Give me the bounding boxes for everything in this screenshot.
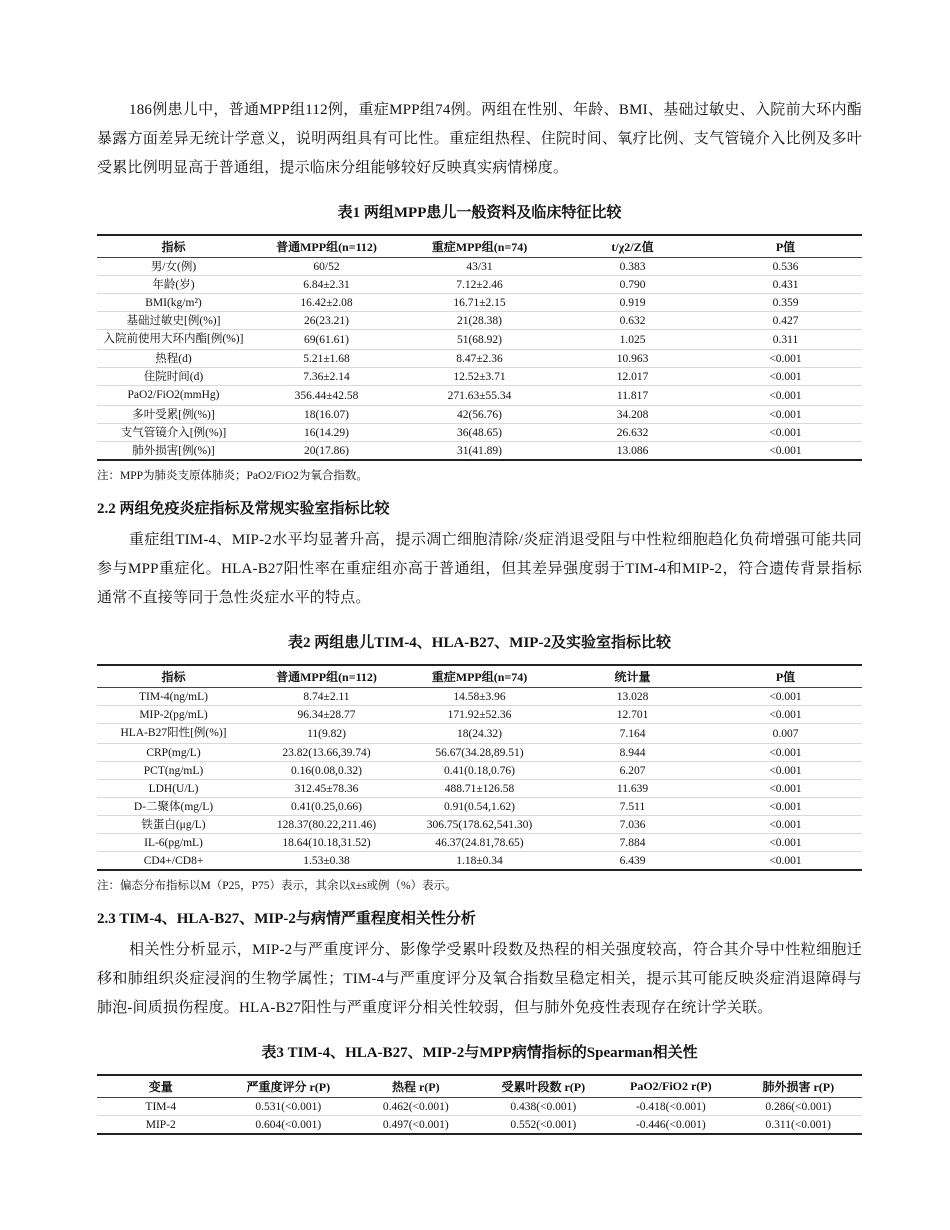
table3-header-cell: 变量 [97, 1075, 225, 1098]
table-cell: 16.42±2.08 [250, 294, 403, 312]
table-cell: 0.286(<0.001) [735, 1098, 862, 1116]
row-label-cell: MIP-2(pg/mL) [97, 706, 250, 724]
table3-header-cell: 受累叶段数 r(P) [480, 1075, 608, 1098]
table-cell: 0.552(<0.001) [510, 1118, 577, 1131]
table2-header-row [97, 665, 862, 688]
table2-caption: 表2 两组患儿TIM-4、HLA-B27、MIP-2及实验室指标比较 [288, 635, 671, 651]
table2-header-cell: 普通MPP组(n=112) [250, 665, 403, 688]
intro-paragraph: 186例患儿中，普通MPP组112例，重症MPP组74例。两组在性别、年龄、BMI、基础过敏史、入院前大环内酯暴露方面差异无统计学意义，说明两组具有可比性。重症组热程、住院时间、氧疗比例、支气管镜介入比例及多叶受累比例明显高于普通组，提示临床分组能够较好反映真实病情梯度。 [97, 102, 862, 176]
row-label-cell: 住院时间(d) [97, 368, 250, 386]
table-cell: 0.311(<0.001) [765, 1118, 832, 1131]
table-cell: <0.001 [769, 444, 802, 457]
table-row [97, 744, 862, 762]
table-row [97, 1098, 862, 1116]
row-label-cell: CRP(mg/L) [97, 744, 250, 762]
table-cell: 18(16.07) [250, 406, 403, 424]
table-row [97, 406, 862, 424]
table3 [97, 1074, 862, 1135]
table-cell: <0.001 [709, 780, 862, 798]
table-row [97, 798, 862, 816]
table-cell: <0.001 [709, 744, 862, 762]
table-cell: <0.001 [709, 386, 862, 406]
row-label-cell: 基础过敏史[例(%)] [97, 312, 250, 330]
table1-header-cell: t/χ2/Z值 [556, 235, 709, 258]
table-cell: 0.536 [709, 258, 862, 276]
table-cell: 0.604(<0.001) [255, 1118, 322, 1131]
table1-header-row [97, 235, 862, 258]
row-label-cell: IL-6(pg/mL) [97, 834, 250, 852]
table-cell: 0.359 [709, 294, 862, 312]
table-cell: 31(41.89) [456, 444, 503, 457]
table-cell: 11.639 [556, 780, 709, 798]
table-row [97, 834, 862, 852]
table2-header-cell: 统计量 [556, 665, 709, 688]
row-label-cell: LDH(U/L) [97, 780, 250, 798]
row-label-cell: HLA-B27阳性[例(%)] [97, 724, 250, 744]
table3-header-row [97, 1075, 862, 1098]
table-cell: 7.12±2.46 [403, 276, 556, 294]
table-cell: 42(56.76) [403, 406, 556, 424]
table-cell: <0.001 [709, 406, 862, 424]
table2-header-cell: 指标 [97, 665, 250, 688]
table-cell: 1.18±0.34 [456, 854, 503, 867]
table-cell: 0.438(<0.001) [480, 1098, 608, 1116]
table-cell: 0.383 [556, 258, 709, 276]
row-label-cell: 入院前使用大环内酯[例(%)] [97, 330, 250, 350]
table-cell: 26.632 [556, 424, 709, 442]
table-cell: 1.53±0.38 [303, 854, 350, 867]
table-cell: <0.001 [709, 834, 862, 852]
table1-header-cell: 重症MPP组(n=74) [403, 235, 556, 258]
table2-note: 注：偏态分布指标以M（P25，P75）表示，其余以x̄±s或例（%）表示。 [97, 880, 457, 892]
table-cell: 0.41(0.18,0.76) [403, 762, 556, 780]
table3-header-cell: 严重度评分 r(P) [225, 1075, 353, 1098]
row-label-cell: TIM-4(ng/mL) [97, 688, 250, 706]
table-row [97, 724, 862, 744]
table-cell: 43/31 [403, 258, 556, 276]
table2 [97, 664, 862, 871]
table-row [97, 330, 862, 350]
table-cell: 0.632 [556, 312, 709, 330]
table-row [97, 312, 862, 330]
table-cell: 18.64(10.18,31.52) [250, 834, 403, 852]
table-cell: 0.431 [709, 276, 862, 294]
table-row [97, 386, 862, 406]
table-row [97, 780, 862, 798]
table-cell: 11(9.82) [250, 724, 403, 744]
row-label-cell: D-二聚体(mg/L) [97, 798, 250, 816]
table-cell: 7.511 [556, 798, 709, 816]
table-cell: 51(68.92) [403, 330, 556, 350]
table-cell: 0.91(0.54,1.62) [403, 798, 556, 816]
table1 [97, 234, 862, 461]
table1-caption: 表1 两组MPP患儿一般资料及临床特征比较 [337, 205, 622, 221]
table-row [97, 816, 862, 834]
table-cell: 312.45±78.36 [250, 780, 403, 798]
row-label-cell: TIM-4 [97, 1098, 225, 1116]
table-cell: <0.001 [709, 816, 862, 834]
row-label-cell: 年龄(岁) [97, 276, 250, 294]
table1-header-cell: 普通MPP组(n=112) [250, 235, 403, 258]
table-cell: <0.001 [709, 350, 862, 368]
row-label-cell: PCT(ng/mL) [97, 762, 250, 780]
table-row [97, 706, 862, 724]
table-cell: 12.701 [556, 706, 709, 724]
row-label-cell: CD4+/CD8+ [143, 854, 204, 867]
table-cell: 69(61.61) [250, 330, 403, 350]
table-cell: 0.427 [709, 312, 862, 330]
table-cell: 7.164 [556, 724, 709, 744]
table-row [97, 688, 862, 706]
table3-header-cell: 热程 r(P) [352, 1075, 480, 1098]
table-cell: 14.58±3.96 [403, 688, 556, 706]
table-cell: 0.41(0.25,0.66) [250, 798, 403, 816]
table-row [97, 294, 862, 312]
table-row [97, 1116, 862, 1135]
table-row [97, 258, 862, 276]
table-row [97, 350, 862, 368]
table-cell: 0.16(0.08,0.32) [250, 762, 403, 780]
table-cell: 56.67(34.28,89.51) [403, 744, 556, 762]
table-cell: 488.71±126.58 [403, 780, 556, 798]
table-cell: <0.001 [709, 688, 862, 706]
table-cell: 12.017 [556, 368, 709, 386]
table-cell: 0.531(<0.001) [225, 1098, 353, 1116]
table-cell: 7.884 [556, 834, 709, 852]
table-row [97, 368, 862, 386]
table1-header-cell: 指标 [97, 235, 250, 258]
table3-header-cell: PaO2/FiO2 r(P) [607, 1075, 735, 1098]
table-cell: -0.418(<0.001) [607, 1098, 735, 1116]
table-cell: 8.47±2.36 [403, 350, 556, 368]
row-label-cell: 热程(d) [97, 350, 250, 368]
table-cell: <0.001 [709, 368, 862, 386]
table-cell: 356.44±42.58 [250, 386, 403, 406]
table-cell: 20(17.86) [303, 444, 350, 457]
table-row [97, 442, 862, 461]
row-label-cell: 支气管镜介入[例(%)] [97, 424, 250, 442]
table-cell: 26(23.21) [250, 312, 403, 330]
table-cell: 8.74±2.11 [250, 688, 403, 706]
table3-caption: 表3 TIM-4、HLA-B27、MIP-2与MPP病情指标的Spearman相关性 [261, 1045, 698, 1061]
row-label-cell: 肺外损害[例(%)] [132, 444, 215, 457]
table-cell: 271.63±55.34 [403, 386, 556, 406]
table-cell: 34.208 [556, 406, 709, 424]
table-cell: 21(28.38) [403, 312, 556, 330]
row-label-cell: PaO2/FiO2(mmHg) [97, 386, 250, 406]
table-cell: 0.462(<0.001) [352, 1098, 480, 1116]
section-2-3-heading: 2.3 TIM-4、HLA-B27、MIP-2与病情严重程度相关性分析 [97, 911, 476, 927]
table2-header-cell: P值 [709, 665, 862, 688]
table-cell: 0.790 [556, 276, 709, 294]
table-cell: 11.817 [556, 386, 709, 406]
table-row [97, 852, 862, 871]
section-2-2-heading: 2.2 两组免疫炎症指标及常规实验室指标比较 [97, 501, 390, 517]
table-cell: 0.007 [709, 724, 862, 744]
paper-page [97, 96, 862, 1135]
table3-header-cell: 肺外损害 r(P) [735, 1075, 862, 1098]
table-cell: 36(48.65) [403, 424, 556, 442]
table-cell: 16.71±2.15 [403, 294, 556, 312]
table1-header-cell: P值 [709, 235, 862, 258]
table-cell: 18(24.32) [403, 724, 556, 744]
table-cell: 0.497(<0.001) [382, 1118, 449, 1131]
row-label-cell: 铁蛋白(μg/L) [97, 816, 250, 834]
table-cell: <0.001 [709, 762, 862, 780]
table-row [97, 762, 862, 780]
table-cell: <0.001 [709, 424, 862, 442]
row-label-cell: MIP-2 [145, 1118, 176, 1131]
row-label-cell: 男/女(例) [97, 258, 250, 276]
table-cell: 96.34±28.77 [250, 706, 403, 724]
table-cell: 13.028 [556, 688, 709, 706]
table-cell: 5.21±1.68 [250, 350, 403, 368]
table-row [97, 424, 862, 442]
table-cell: 13.086 [616, 444, 649, 457]
table-cell: 23.82(13.66,39.74) [250, 744, 403, 762]
table-cell: <0.001 [709, 798, 862, 816]
table-cell: 0.919 [556, 294, 709, 312]
table-cell: 16(14.29) [250, 424, 403, 442]
table-cell: 6.84±2.31 [250, 276, 403, 294]
table-cell: <0.001 [769, 854, 802, 867]
table-cell: 0.311 [709, 330, 862, 350]
table-cell: 46.37(24.81,78.65) [403, 834, 556, 852]
table-cell: 128.37(80.22,211.46) [250, 816, 403, 834]
table-cell: 10.963 [556, 350, 709, 368]
row-label-cell: BMI(kg/m²) [97, 294, 250, 312]
table-cell: 6.207 [556, 762, 709, 780]
section-2-2-paragraph: 重症组TIM-4、MIP-2水平均显著升高，提示凋亡细胞清除/炎症消退受阻与中性粒细胞趋化负荷增强可能共同参与MPP重症化。HLA-B27阳性率在重症组亦高于普通组，但其差异强度弱于TIM-4和MIP-2，符合遗传背景指标通常不直接等同于急性炎症水平的特点。 [97, 532, 862, 606]
table-cell: 7.36±2.14 [250, 368, 403, 386]
table-cell: 8.944 [556, 744, 709, 762]
table-cell: <0.001 [709, 706, 862, 724]
section-2-3-paragraph: 相关性分析显示，MIP-2与严重度评分、影像学受累叶段数及热程的相关强度较高，符合其介导中性粒细胞迁移和肺组织炎症浸润的生物学属性；TIM-4与严重度评分及氧合指数呈稳定相关，提示其可能反映炎症消退障碍与肺泡-间质损伤程度。HLA-B27阳性与严重度评分相关性较弱，但与肺外免疫性表现存在统计学关联。 [97, 942, 862, 1016]
table1-note: 注：MPP为肺炎支原体肺炎；PaO2/FiO2为氧合指数。 [97, 470, 368, 482]
table-cell: 171.92±52.36 [403, 706, 556, 724]
table-cell: 1.025 [556, 330, 709, 350]
table-cell: 12.52±3.71 [403, 368, 556, 386]
table-cell: 306.75(178.62,541.30) [403, 816, 556, 834]
table-cell: -0.446(<0.001) [635, 1118, 706, 1131]
table2-header-cell: 重症MPP组(n=74) [403, 665, 556, 688]
row-label-cell: 多叶受累[例(%)] [97, 406, 250, 424]
table-cell: 6.439 [619, 854, 646, 867]
table-row [97, 276, 862, 294]
table-cell: 60/52 [250, 258, 403, 276]
table-cell: 7.036 [556, 816, 709, 834]
